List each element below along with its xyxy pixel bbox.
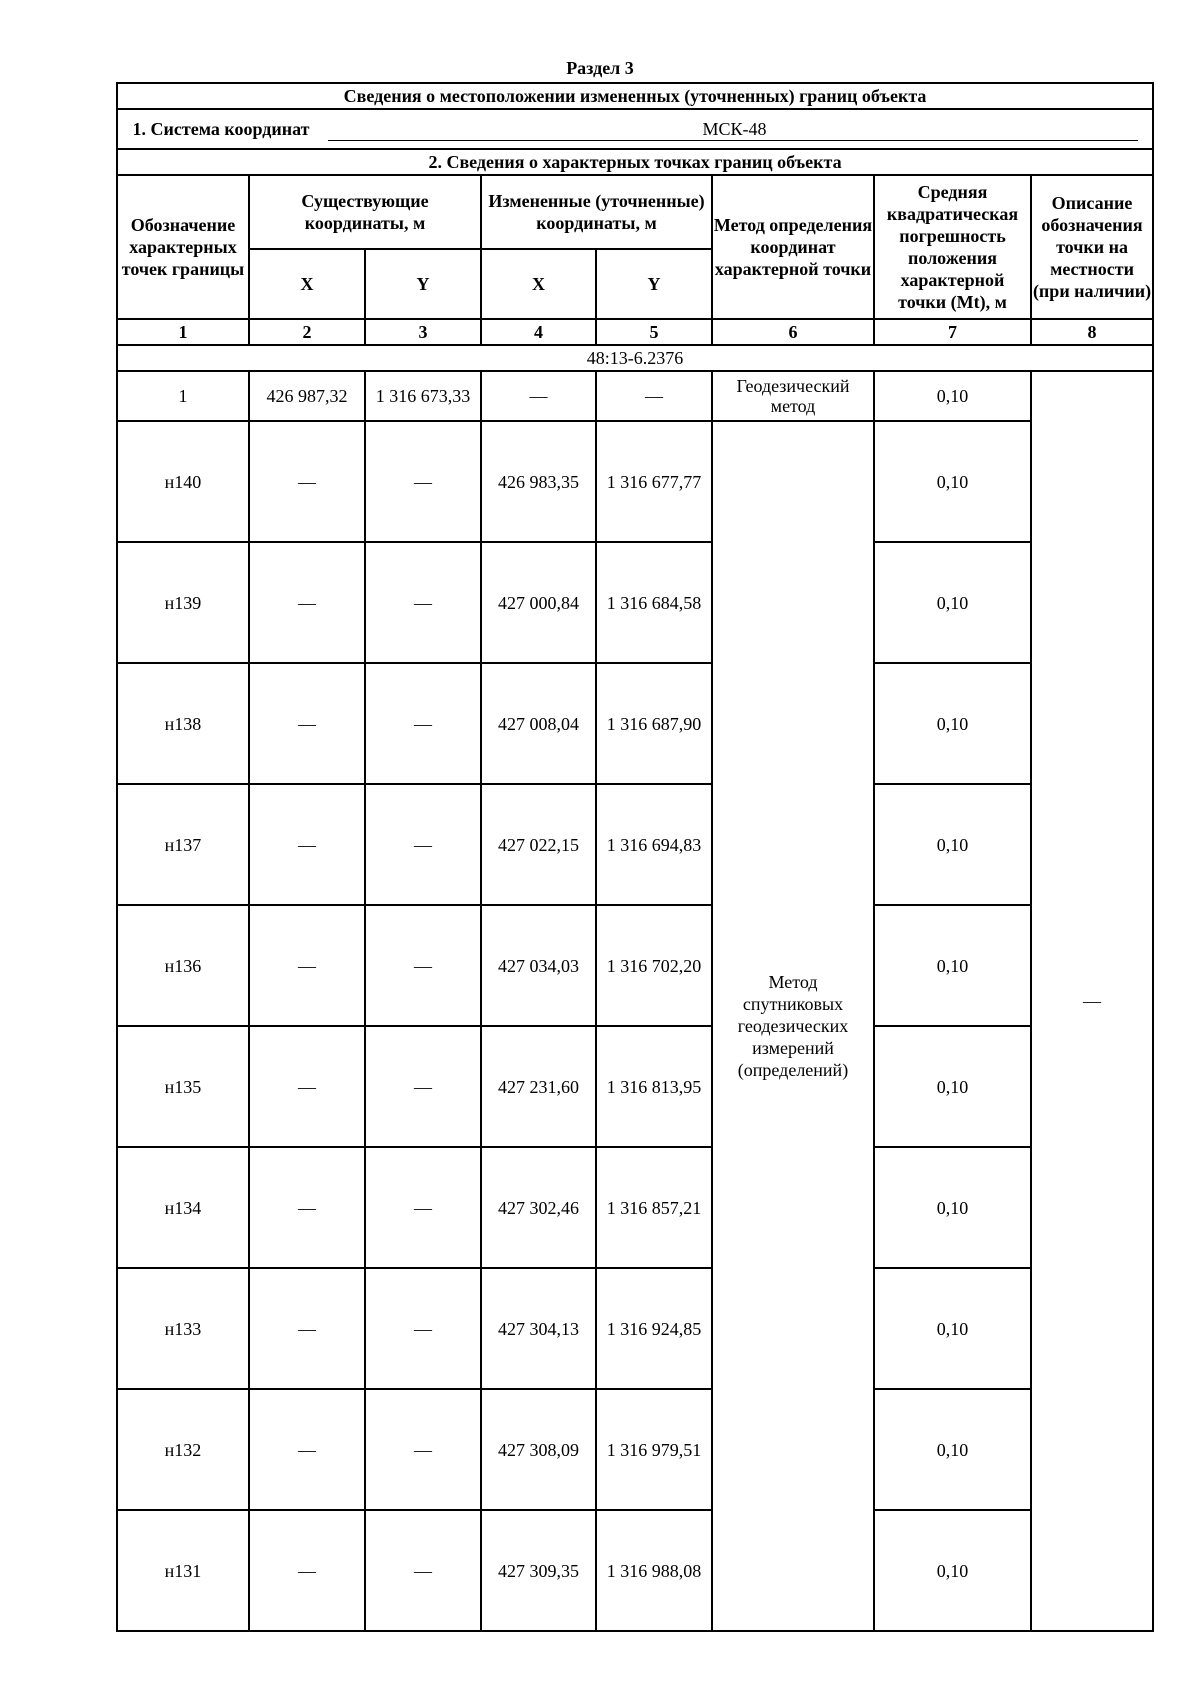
changed-x: 427 302,46 xyxy=(481,1147,596,1268)
changed-y: 1 316 684,58 xyxy=(596,542,712,663)
table-subtitle: 2. Сведения о характерных точках границ объекта xyxy=(117,149,1153,175)
table-row xyxy=(117,1389,1153,1510)
point-name: н134 xyxy=(117,1147,249,1268)
existing-x: — xyxy=(249,421,365,542)
existing-y: — xyxy=(365,1389,481,1510)
point-name: н132 xyxy=(117,1389,249,1510)
existing-x: 426 987,32 xyxy=(249,371,365,421)
column-number: 7 xyxy=(874,319,1031,345)
changed-y: 1 316 694,83 xyxy=(596,784,712,905)
changed-x: — xyxy=(481,371,596,421)
changed-x: 427 231,60 xyxy=(481,1026,596,1147)
column-number: 6 xyxy=(712,319,874,345)
table-row xyxy=(117,1147,1153,1268)
table-row xyxy=(117,905,1153,1026)
table-row xyxy=(117,1026,1153,1147)
header-mean-square-error: Средняя квадратическая погрешность положения характерной точки (Mt), м xyxy=(874,175,1031,319)
existing-x: — xyxy=(249,1147,365,1268)
column-number: 8 xyxy=(1031,319,1153,345)
header-existing-x: X xyxy=(249,249,365,319)
changed-x: 427 022,15 xyxy=(481,784,596,905)
mean-square-error: 0,10 xyxy=(874,1268,1031,1389)
coordinate-system-value: МСК-48 xyxy=(328,119,1138,141)
mean-square-error: 0,10 xyxy=(874,784,1031,905)
changed-y: 1 316 857,21 xyxy=(596,1147,712,1268)
mean-square-error: 0,10 xyxy=(874,542,1031,663)
point-name: н133 xyxy=(117,1268,249,1389)
changed-x: 427 309,35 xyxy=(481,1510,596,1631)
header-method: Метод определения координат характерной точки xyxy=(712,175,874,319)
changed-x: 427 034,03 xyxy=(481,905,596,1026)
changed-x: 427 008,04 xyxy=(481,663,596,784)
existing-x: — xyxy=(249,1510,365,1631)
table-title: Сведения о местоположении измененных (уточненных) границ объекта xyxy=(117,83,1153,109)
table-row xyxy=(117,1510,1153,1631)
existing-x: — xyxy=(249,1026,365,1147)
mean-square-error: 0,10 xyxy=(874,371,1031,421)
header-description: Описание обозначения точки на местности (при наличии) xyxy=(1031,175,1153,319)
changed-y: 1 316 813,95 xyxy=(596,1026,712,1147)
point-name: н135 xyxy=(117,1026,249,1147)
existing-x: — xyxy=(249,1389,365,1510)
boundary-points-table xyxy=(116,82,1154,1632)
header-existing-coordinates: Существующие координаты, м xyxy=(249,175,481,249)
existing-y: — xyxy=(365,1147,481,1268)
column-number: 3 xyxy=(365,319,481,345)
column-number: 5 xyxy=(596,319,712,345)
existing-x: — xyxy=(249,663,365,784)
existing-y: — xyxy=(365,542,481,663)
point-description: — xyxy=(1031,371,1153,1631)
mean-square-error: 0,10 xyxy=(874,1026,1031,1147)
column-number: 2 xyxy=(249,319,365,345)
point-name: н140 xyxy=(117,421,249,542)
existing-y: — xyxy=(365,1510,481,1631)
method: Геодезический метод xyxy=(712,371,874,421)
existing-x: — xyxy=(249,905,365,1026)
existing-y: — xyxy=(365,905,481,1026)
existing-y: — xyxy=(365,663,481,784)
header-point-designation: Обозначение характерных точек границы xyxy=(117,175,249,319)
point-name: 1 xyxy=(117,371,249,421)
merged-method: Метод спутниковых геодезических измерений (определений) xyxy=(712,421,874,1631)
existing-x: — xyxy=(249,542,365,663)
header-changed-y: Y xyxy=(596,249,712,319)
table-row xyxy=(117,542,1153,663)
table-row xyxy=(117,371,1153,421)
column-number: 4 xyxy=(481,319,596,345)
header-existing-y: Y xyxy=(365,249,481,319)
existing-x: — xyxy=(249,1268,365,1389)
coordinate-system-row xyxy=(117,109,1153,149)
coordinate-system-label: 1. Система координат xyxy=(132,118,310,139)
changed-y: 1 316 687,90 xyxy=(596,663,712,784)
changed-y: — xyxy=(596,371,712,421)
parcel-number: 48:13-6.2376 xyxy=(117,345,1153,371)
table-row xyxy=(117,784,1153,905)
header-changed-x: X xyxy=(481,249,596,319)
table-row xyxy=(117,421,1153,542)
section-label: Раздел 3 xyxy=(566,58,634,78)
point-name: н136 xyxy=(117,905,249,1026)
column-number-row xyxy=(117,319,1153,345)
changed-y: 1 316 677,77 xyxy=(596,421,712,542)
point-name: н137 xyxy=(117,784,249,905)
existing-y: — xyxy=(365,421,481,542)
existing-y: 1 316 673,33 xyxy=(365,371,481,421)
table-row xyxy=(117,663,1153,784)
mean-square-error: 0,10 xyxy=(874,421,1031,542)
existing-y: — xyxy=(365,1026,481,1147)
changed-y: 1 316 988,08 xyxy=(596,1510,712,1631)
column-number: 1 xyxy=(117,319,249,345)
changed-x: 426 983,35 xyxy=(481,421,596,542)
changed-y: 1 316 702,20 xyxy=(596,905,712,1026)
existing-y: — xyxy=(365,784,481,905)
existing-y: — xyxy=(365,1268,481,1389)
mean-square-error: 0,10 xyxy=(874,1389,1031,1510)
mean-square-error: 0,10 xyxy=(874,663,1031,784)
point-name: н138 xyxy=(117,663,249,784)
mean-square-error: 0,10 xyxy=(874,1147,1031,1268)
existing-x: — xyxy=(249,784,365,905)
changed-x: 427 304,13 xyxy=(481,1268,596,1389)
point-name: н139 xyxy=(117,542,249,663)
mean-square-error: 0,10 xyxy=(874,905,1031,1026)
table-row xyxy=(117,1268,1153,1389)
changed-y: 1 316 979,51 xyxy=(596,1389,712,1510)
header-changed-coordinates: Измененные (уточненные) координаты, м xyxy=(481,175,712,249)
mean-square-error: 0,10 xyxy=(874,1510,1031,1631)
changed-x: 427 308,09 xyxy=(481,1389,596,1510)
changed-y: 1 316 924,85 xyxy=(596,1268,712,1389)
point-name: н131 xyxy=(117,1510,249,1631)
changed-x: 427 000,84 xyxy=(481,542,596,663)
